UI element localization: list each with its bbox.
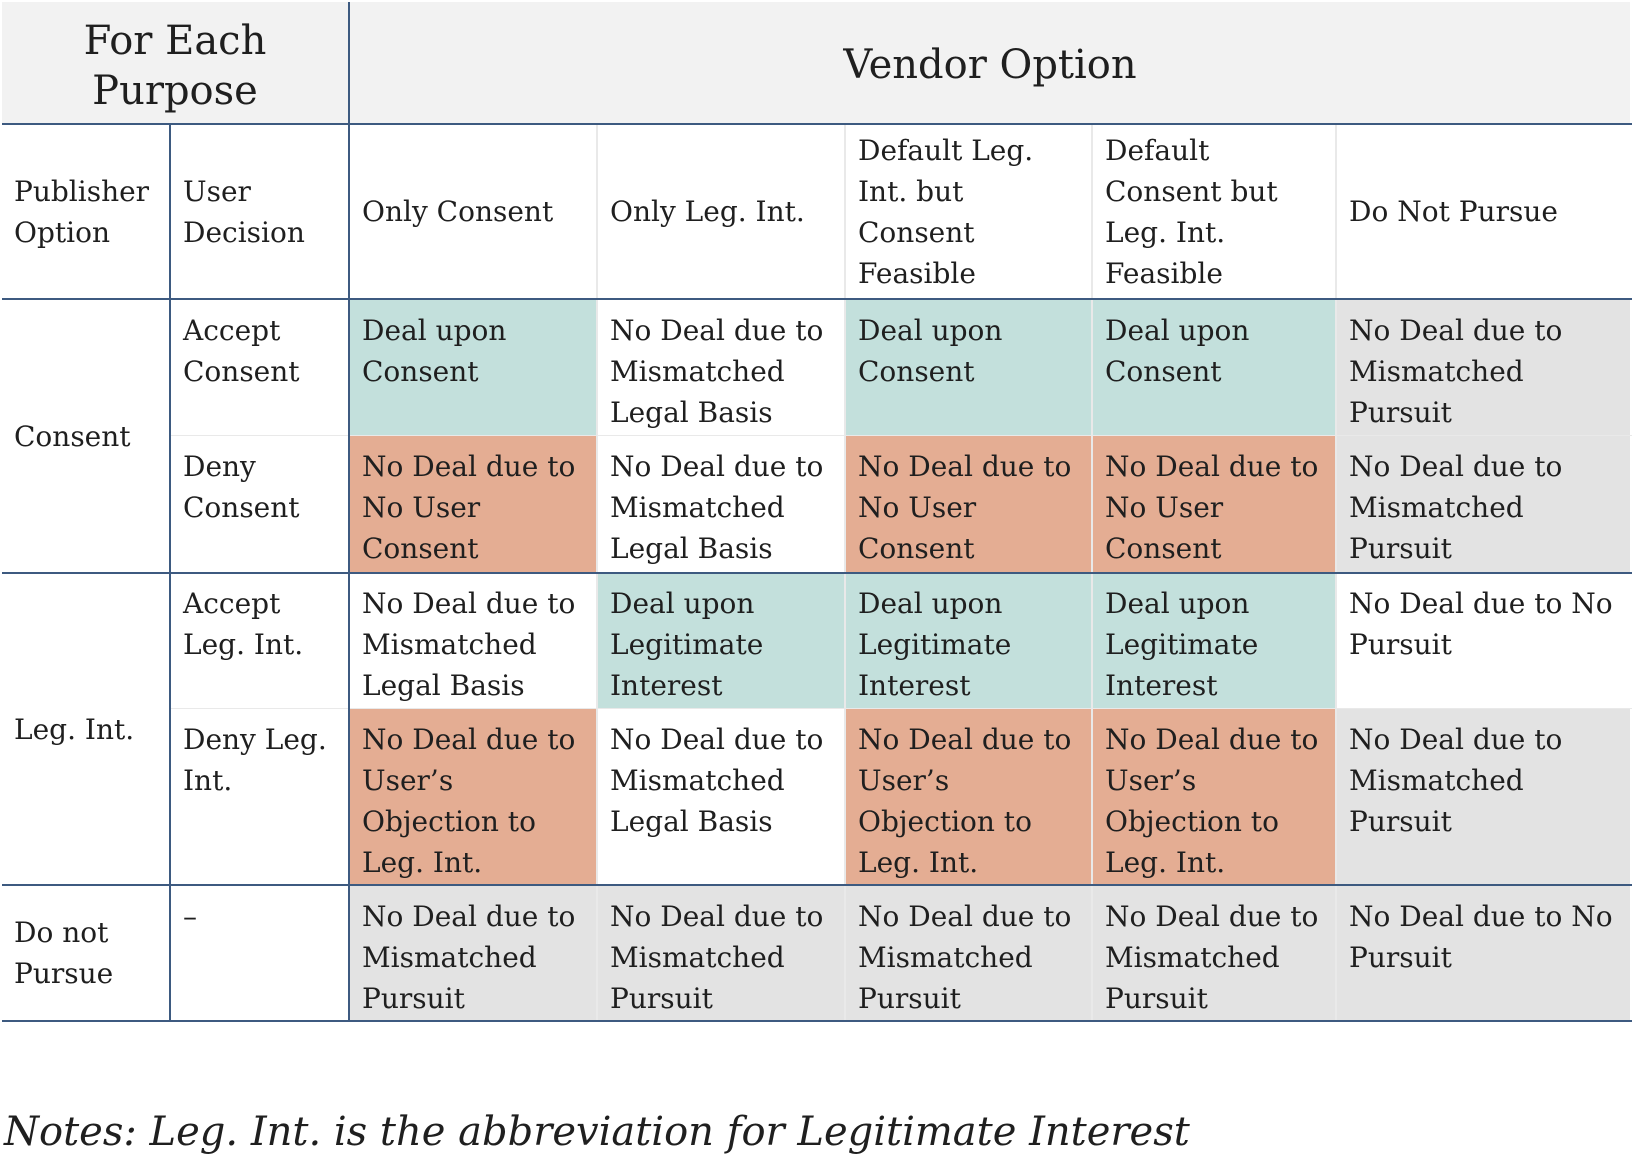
header-for-each-purpose: For Each Purpose: [2, 2, 348, 123]
col-header-default-consent: Default Consent but Leg. Int. Feasible: [1093, 125, 1336, 298]
outcome-cell: Deal upon Legitimate Interest: [598, 573, 844, 708]
outcome-cell: No Deal due to No Pursuit: [1337, 886, 1630, 1020]
group-rule: [2, 572, 1632, 574]
outcome-cell: No Deal due to Mismatched Legal Basis: [598, 300, 844, 435]
outcome-cell: No Deal due to Mismatched Pursuit: [846, 886, 1092, 1020]
outcome-cell: No Deal due to No User Consent: [846, 436, 1092, 572]
header-vendor-option: Vendor Option: [350, 2, 1630, 123]
vertical-rule: [169, 123, 171, 1022]
col-header-default-leg-int: Default Leg. Int. but Consent Feasible: [846, 125, 1092, 298]
row-divider: [171, 708, 1632, 709]
outcome-cell: No Deal due to No User Consent: [350, 436, 596, 572]
outcome-cell: No Deal due to No User Consent: [1093, 436, 1336, 572]
bottom-rule: [2, 1020, 1632, 1022]
outcome-cell: No Deal due to Mismatched Legal Basis: [350, 573, 596, 708]
user-decision-none: –: [171, 886, 349, 1020]
outcome-table: [2, 2, 1632, 1062]
col-header-publisher-option: Publisher Option: [2, 125, 169, 298]
col-header-only-consent: Only Consent: [350, 125, 596, 298]
vertical-rule: [348, 2, 350, 1022]
outcome-cell: No Deal due to Mismatched Pursuit: [350, 886, 596, 1020]
header-rule: [2, 123, 1632, 125]
user-decision-accept-leg-int: Accept Leg. Int.: [171, 573, 349, 708]
outcome-cell: No Deal due to Mismatched Pursuit: [1093, 886, 1336, 1020]
outcome-cell: Deal upon Consent: [846, 300, 1092, 435]
outcome-cell: No Deal due to User’s Objection to Leg. Int.: [1093, 709, 1336, 885]
header-rule: [2, 298, 1632, 300]
outcome-cell: No Deal due to Mismatched Pursuit: [598, 886, 844, 1020]
row-divider: [171, 435, 1632, 436]
outcome-cell: No Deal due to User’s Objection to Leg. Int.: [350, 709, 596, 885]
outcome-cell: Deal upon Consent: [350, 300, 596, 435]
col-header-do-not-pursue: Do Not Pursue: [1337, 125, 1630, 298]
outcome-cell: No Deal due to Mismatched Pursuit: [1337, 300, 1630, 435]
user-decision-accept-consent: Accept Consent: [171, 300, 349, 435]
outcome-cell: Deal upon Consent: [1093, 300, 1336, 435]
publisher-option-consent: Consent: [2, 300, 169, 572]
outcome-cell: Deal upon Legitimate Interest: [1093, 573, 1336, 708]
outcome-cell: No Deal due to Mismatched Pursuit: [1337, 436, 1630, 572]
outcome-cell: No Deal due to User’s Objection to Leg. Int.: [846, 709, 1092, 885]
outcome-cell: No Deal due to Mismatched Legal Basis: [598, 709, 844, 885]
user-decision-deny-leg-int: Deny Leg. Int.: [171, 709, 349, 885]
outcome-cell: No Deal due to Mismatched Pursuit: [1337, 709, 1630, 885]
outcome-cell: Deal upon Legitimate Interest: [846, 573, 1092, 708]
group-rule: [2, 884, 1632, 886]
publisher-option-do-not-pursue: Do not Pursue: [2, 886, 169, 1020]
col-header-user-decision: User Decision: [171, 125, 349, 298]
col-header-only-leg-int: Only Leg. Int.: [598, 125, 844, 298]
publisher-option-leg-int: Leg. Int.: [2, 573, 169, 885]
user-decision-deny-consent: Deny Consent: [171, 436, 349, 572]
table-note: Notes: Leg. Int. is the abbreviation for Legitimate Interest: [4, 1109, 1190, 1155]
outcome-cell: No Deal due to Mismatched Legal Basis: [598, 436, 844, 572]
outcome-cell: No Deal due to No Pursuit: [1337, 573, 1630, 708]
